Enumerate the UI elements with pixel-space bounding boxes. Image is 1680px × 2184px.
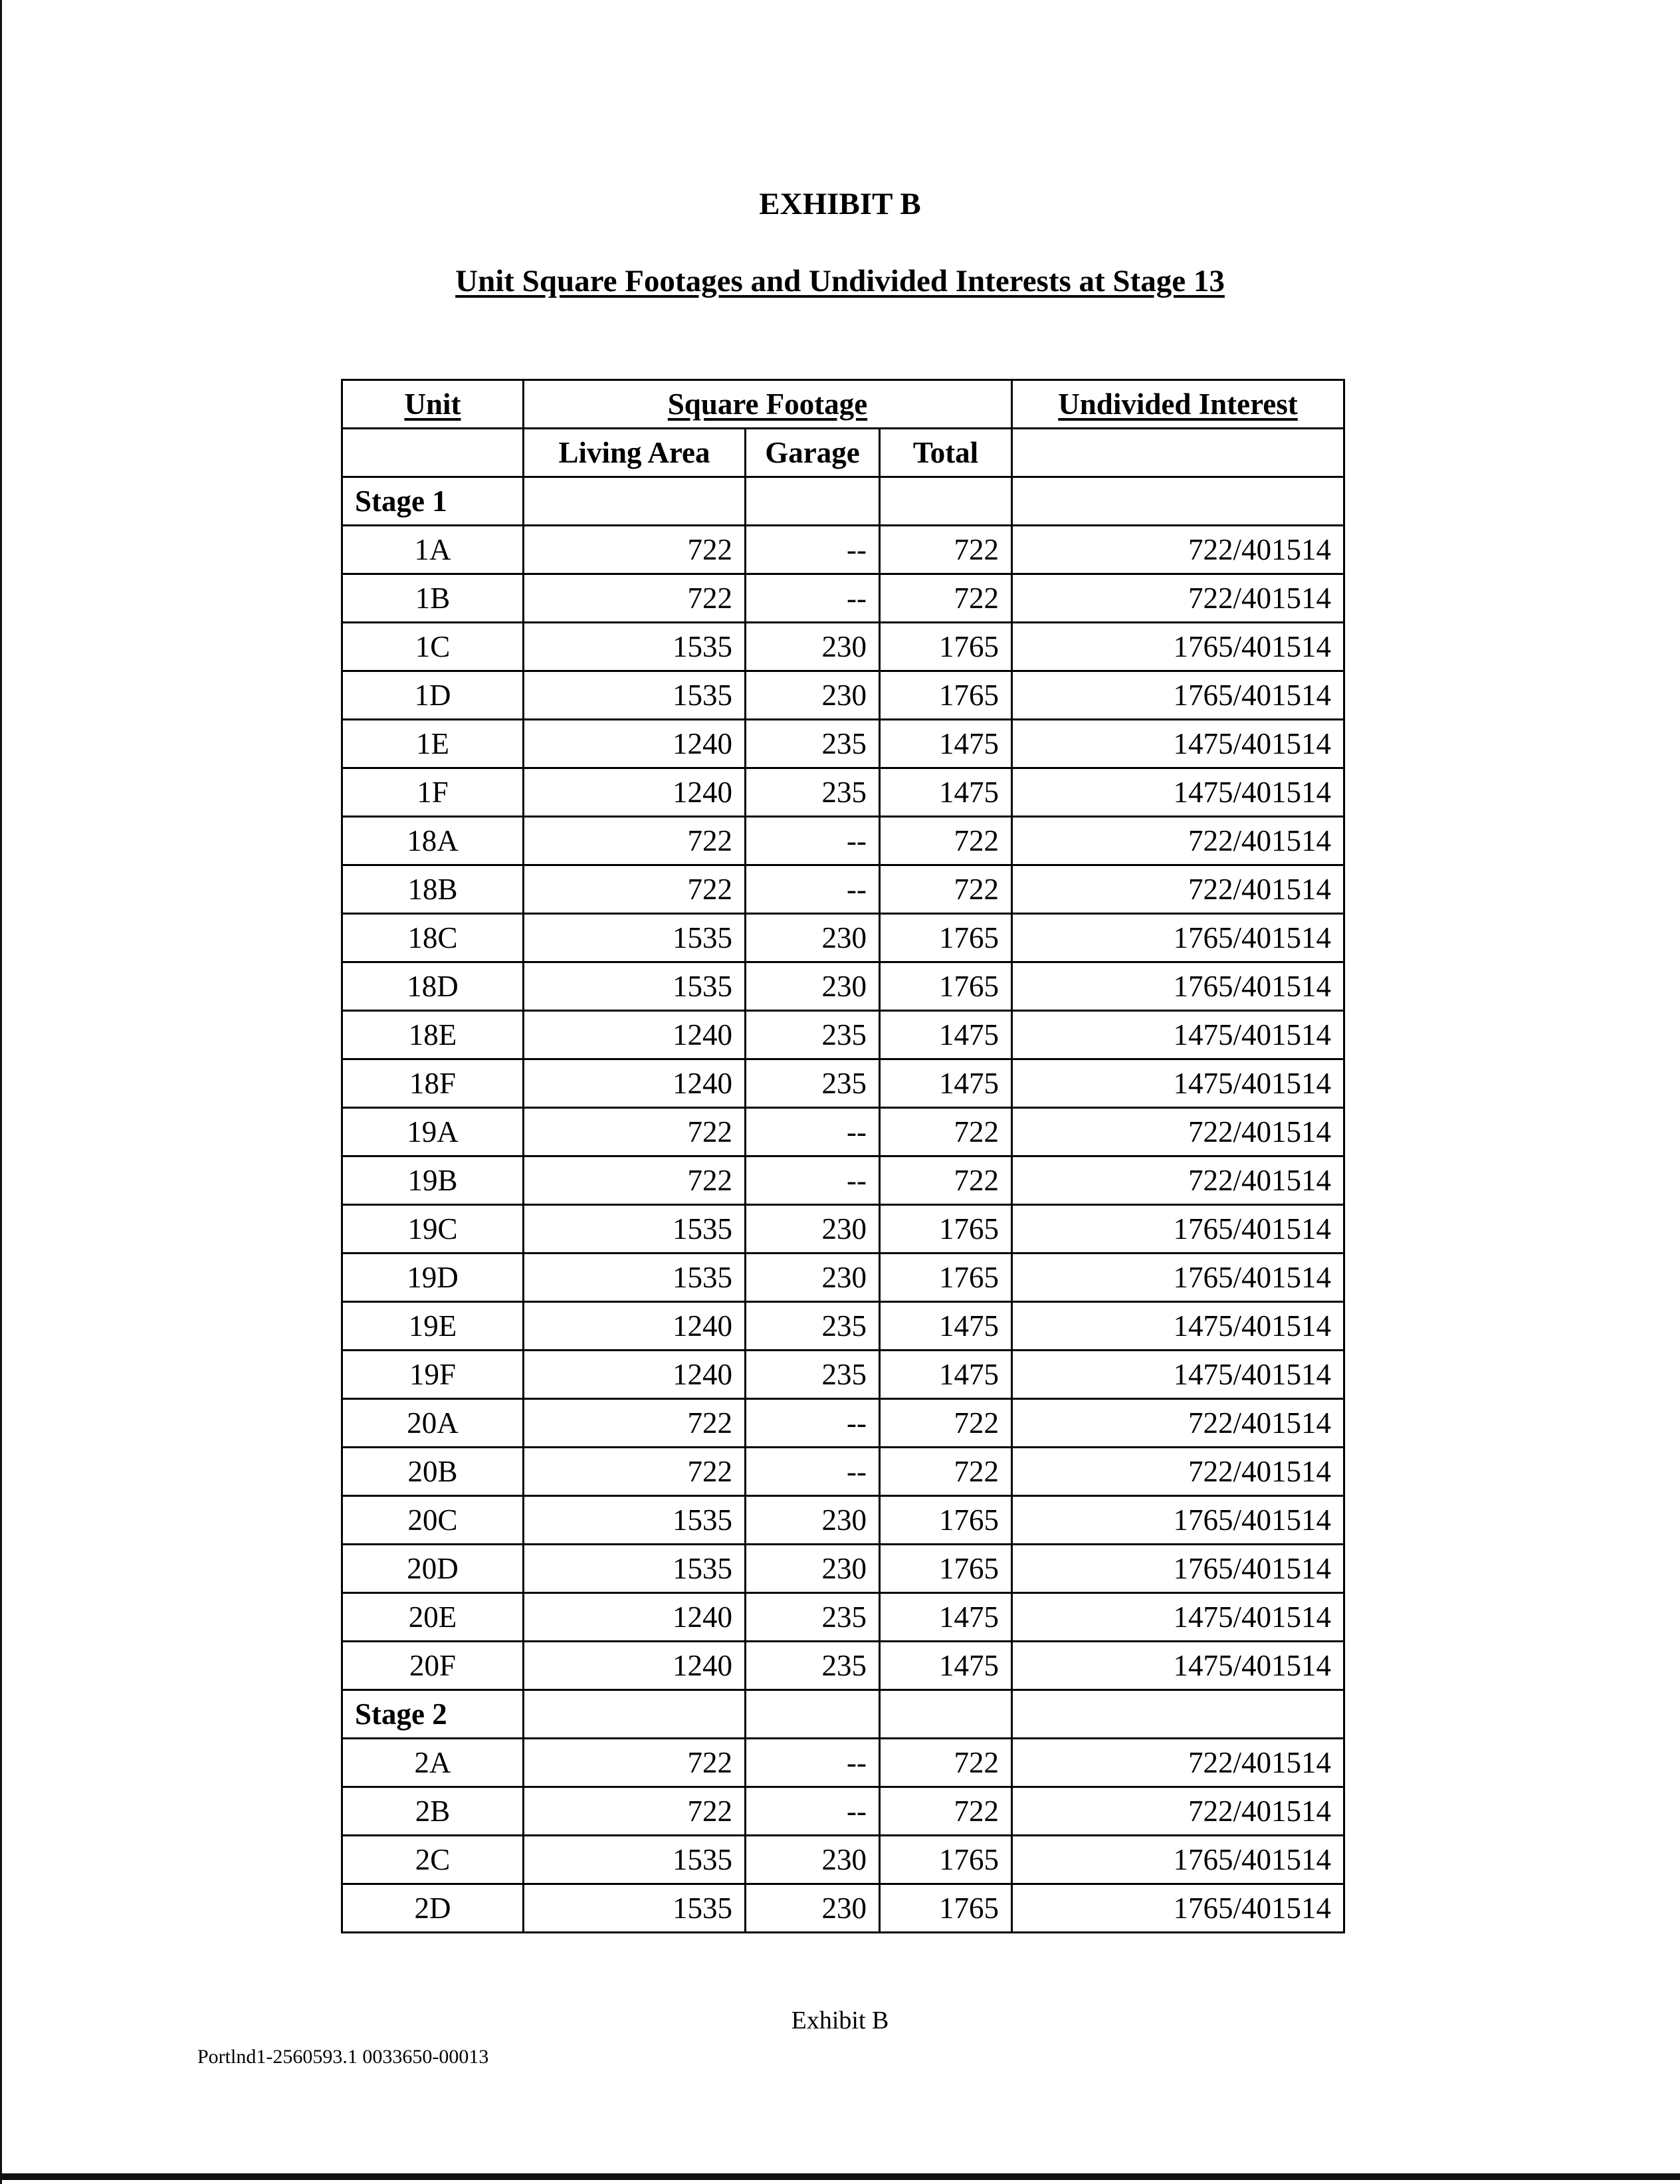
living-area-cell: 1240 bbox=[524, 1059, 746, 1108]
unit-cell: 1E bbox=[342, 720, 524, 768]
unit-cell: 2D bbox=[342, 1884, 524, 1933]
garage-cell: -- bbox=[746, 1108, 880, 1156]
stage-1-header-row bbox=[342, 477, 1344, 526]
garage-cell: -- bbox=[746, 1156, 880, 1205]
unit-footage-table bbox=[341, 379, 1345, 1933]
unit-cell: 19D bbox=[342, 1254, 524, 1302]
stage-empty-cell bbox=[746, 1690, 880, 1739]
total-cell: 722 bbox=[880, 1787, 1012, 1836]
table-row bbox=[342, 1496, 1344, 1545]
stage-2-header-row bbox=[342, 1690, 1344, 1739]
garage-cell: 235 bbox=[746, 1302, 880, 1351]
table-row bbox=[342, 623, 1344, 671]
garage-cell: -- bbox=[746, 1448, 880, 1496]
table-row bbox=[342, 1302, 1344, 1351]
col-header-undivided-interest: Undivided Interest bbox=[1012, 380, 1344, 429]
table-row bbox=[342, 865, 1344, 914]
living-area-cell: 1240 bbox=[524, 1302, 746, 1351]
total-cell: 722 bbox=[880, 865, 1012, 914]
footer-doc-id: Portlnd1-2560593.1 0033650-00013 bbox=[197, 2046, 489, 2068]
table-row bbox=[342, 1351, 1344, 1399]
scan-bottom-edge bbox=[0, 2173, 1680, 2180]
garage-cell: -- bbox=[746, 1787, 880, 1836]
living-area-cell: 1535 bbox=[524, 1205, 746, 1254]
garage-cell: 230 bbox=[746, 1545, 880, 1593]
unit-cell: 20A bbox=[342, 1399, 524, 1448]
table-row bbox=[342, 1399, 1344, 1448]
total-cell: 722 bbox=[880, 1156, 1012, 1205]
undivided-interest-cell: 1475/401514 bbox=[1012, 1593, 1344, 1642]
living-area-cell: 722 bbox=[524, 1739, 746, 1787]
unit-cell: 19A bbox=[342, 1108, 524, 1156]
total-cell: 1765 bbox=[880, 1254, 1012, 1302]
unit-cell: 18F bbox=[342, 1059, 524, 1108]
garage-cell: -- bbox=[746, 526, 880, 574]
undivided-interest-cell: 1765/401514 bbox=[1012, 671, 1344, 720]
stage-empty-cell bbox=[880, 477, 1012, 526]
subheader-empty bbox=[342, 429, 524, 477]
unit-cell: 1D bbox=[342, 671, 524, 720]
living-area-cell: 1240 bbox=[524, 1642, 746, 1690]
garage-cell: 230 bbox=[746, 1836, 880, 1884]
unit-cell: 20F bbox=[342, 1642, 524, 1690]
unit-cell: 20C bbox=[342, 1496, 524, 1545]
living-area-cell: 722 bbox=[524, 526, 746, 574]
garage-cell: 230 bbox=[746, 1254, 880, 1302]
unit-cell: 18D bbox=[342, 962, 524, 1011]
undivided-interest-cell: 1475/401514 bbox=[1012, 720, 1344, 768]
table-row bbox=[342, 1739, 1344, 1787]
col-header-square-footage: Square Footage bbox=[524, 380, 1012, 429]
garage-cell: -- bbox=[746, 1399, 880, 1448]
unit-cell: 20D bbox=[342, 1545, 524, 1593]
table-row bbox=[342, 1545, 1344, 1593]
garage-cell: -- bbox=[746, 574, 880, 623]
table-row bbox=[342, 671, 1344, 720]
garage-cell: 235 bbox=[746, 1351, 880, 1399]
living-area-cell: 1535 bbox=[524, 1496, 746, 1545]
unit-cell: 1F bbox=[342, 768, 524, 817]
table-row bbox=[342, 1011, 1344, 1059]
undivided-interest-cell: 722/401514 bbox=[1012, 817, 1344, 865]
total-cell: 1475 bbox=[880, 1351, 1012, 1399]
garage-cell: 230 bbox=[746, 914, 880, 962]
undivided-interest-cell: 722/401514 bbox=[1012, 1787, 1344, 1836]
living-area-cell: 1535 bbox=[524, 1884, 746, 1933]
subheader-total: Total bbox=[880, 429, 1012, 477]
undivided-interest-cell: 722/401514 bbox=[1012, 865, 1344, 914]
garage-cell: 235 bbox=[746, 720, 880, 768]
total-cell: 722 bbox=[880, 1739, 1012, 1787]
living-area-cell: 1535 bbox=[524, 962, 746, 1011]
exhibit-subtitle: Unit Square Footages and Undivided Interests at Stage 13 bbox=[455, 264, 1225, 298]
garage-cell: -- bbox=[746, 1739, 880, 1787]
living-area-cell: 1535 bbox=[524, 671, 746, 720]
garage-cell: 235 bbox=[746, 1059, 880, 1108]
unit-cell: 19C bbox=[342, 1205, 524, 1254]
subheader-living-area: Living Area bbox=[524, 429, 746, 477]
total-cell: 1475 bbox=[880, 720, 1012, 768]
unit-cell: 19E bbox=[342, 1302, 524, 1351]
table-row bbox=[342, 914, 1344, 962]
undivided-interest-cell: 1765/401514 bbox=[1012, 1205, 1344, 1254]
garage-cell: 235 bbox=[746, 768, 880, 817]
table-row bbox=[342, 1884, 1344, 1933]
total-cell: 722 bbox=[880, 1448, 1012, 1496]
total-cell: 1765 bbox=[880, 1545, 1012, 1593]
table-row bbox=[342, 1108, 1344, 1156]
undivided-interest-cell: 1475/401514 bbox=[1012, 768, 1344, 817]
unit-cell: 2C bbox=[342, 1836, 524, 1884]
unit-cell: 18B bbox=[342, 865, 524, 914]
living-area-cell: 1240 bbox=[524, 720, 746, 768]
undivided-interest-cell: 722/401514 bbox=[1012, 1739, 1344, 1787]
total-cell: 722 bbox=[880, 526, 1012, 574]
living-area-cell: 1240 bbox=[524, 1351, 746, 1399]
total-cell: 1475 bbox=[880, 1302, 1012, 1351]
undivided-interest-cell: 1475/401514 bbox=[1012, 1302, 1344, 1351]
stage-empty-cell bbox=[524, 477, 746, 526]
header-row bbox=[342, 380, 1344, 429]
total-cell: 722 bbox=[880, 1108, 1012, 1156]
total-cell: 1475 bbox=[880, 1593, 1012, 1642]
total-cell: 1475 bbox=[880, 768, 1012, 817]
table-row bbox=[342, 1836, 1344, 1884]
undivided-interest-cell: 1765/401514 bbox=[1012, 962, 1344, 1011]
stage-label: Stage 1 bbox=[342, 477, 524, 526]
undivided-interest-cell: 722/401514 bbox=[1012, 526, 1344, 574]
table-row bbox=[342, 1156, 1344, 1205]
unit-cell: 18C bbox=[342, 914, 524, 962]
garage-cell: 230 bbox=[746, 671, 880, 720]
undivided-interest-cell: 1765/401514 bbox=[1012, 1496, 1344, 1545]
living-area-cell: 722 bbox=[524, 817, 746, 865]
stage-empty-cell bbox=[1012, 477, 1344, 526]
total-cell: 1765 bbox=[880, 962, 1012, 1011]
undivided-interest-cell: 722/401514 bbox=[1012, 1399, 1344, 1448]
undivided-interest-cell: 1765/401514 bbox=[1012, 1545, 1344, 1593]
garage-cell: 235 bbox=[746, 1011, 880, 1059]
total-cell: 1765 bbox=[880, 914, 1012, 962]
living-area-cell: 722 bbox=[524, 574, 746, 623]
table-row bbox=[342, 768, 1344, 817]
undivided-interest-cell: 1765/401514 bbox=[1012, 1884, 1344, 1933]
living-area-cell: 722 bbox=[524, 1156, 746, 1205]
total-cell: 1765 bbox=[880, 1836, 1012, 1884]
table-row bbox=[342, 526, 1344, 574]
living-area-cell: 722 bbox=[524, 1787, 746, 1836]
table-row bbox=[342, 1448, 1344, 1496]
garage-cell: 230 bbox=[746, 962, 880, 1011]
undivided-interest-cell: 722/401514 bbox=[1012, 1448, 1344, 1496]
unit-cell: 19F bbox=[342, 1351, 524, 1399]
unit-cell: 2B bbox=[342, 1787, 524, 1836]
table-row bbox=[342, 962, 1344, 1011]
total-cell: 722 bbox=[880, 817, 1012, 865]
living-area-cell: 1240 bbox=[524, 1593, 746, 1642]
undivided-interest-cell: 1475/401514 bbox=[1012, 1642, 1344, 1690]
garage-cell: 230 bbox=[746, 1496, 880, 1545]
unit-cell: 20E bbox=[342, 1593, 524, 1642]
undivided-interest-cell: 1475/401514 bbox=[1012, 1059, 1344, 1108]
scan-left-edge bbox=[0, 0, 2, 2184]
undivided-interest-cell: 722/401514 bbox=[1012, 1108, 1344, 1156]
unit-cell: 2A bbox=[342, 1739, 524, 1787]
table-row bbox=[342, 817, 1344, 865]
living-area-cell: 1240 bbox=[524, 1011, 746, 1059]
living-area-cell: 1535 bbox=[524, 1254, 746, 1302]
footer-page-label: Exhibit B bbox=[791, 2007, 889, 2034]
unit-cell: 1C bbox=[342, 623, 524, 671]
subheader-row bbox=[342, 429, 1344, 477]
living-area-cell: 1535 bbox=[524, 623, 746, 671]
table-row bbox=[342, 1205, 1344, 1254]
living-area-cell: 722 bbox=[524, 1448, 746, 1496]
garage-cell: -- bbox=[746, 865, 880, 914]
living-area-cell: 1240 bbox=[524, 768, 746, 817]
living-area-cell: 722 bbox=[524, 865, 746, 914]
table-row bbox=[342, 574, 1344, 623]
total-cell: 1475 bbox=[880, 1642, 1012, 1690]
garage-cell: 235 bbox=[746, 1642, 880, 1690]
unit-cell: 18E bbox=[342, 1011, 524, 1059]
table-row bbox=[342, 1254, 1344, 1302]
total-cell: 1765 bbox=[880, 1884, 1012, 1933]
table-row bbox=[342, 720, 1344, 768]
total-cell: 1765 bbox=[880, 1205, 1012, 1254]
undivided-interest-cell: 1765/401514 bbox=[1012, 1836, 1344, 1884]
garage-cell: 230 bbox=[746, 1884, 880, 1933]
living-area-cell: 722 bbox=[524, 1399, 746, 1448]
stage-empty-cell bbox=[880, 1690, 1012, 1739]
living-area-cell: 722 bbox=[524, 1108, 746, 1156]
living-area-cell: 1535 bbox=[524, 914, 746, 962]
undivided-interest-cell: 1475/401514 bbox=[1012, 1351, 1344, 1399]
garage-cell: -- bbox=[746, 817, 880, 865]
garage-cell: 230 bbox=[746, 623, 880, 671]
total-cell: 722 bbox=[880, 574, 1012, 623]
unit-cell: 1B bbox=[342, 574, 524, 623]
table-row bbox=[342, 1059, 1344, 1108]
stage-label: Stage 2 bbox=[342, 1690, 524, 1739]
table-row bbox=[342, 1787, 1344, 1836]
total-cell: 722 bbox=[880, 1399, 1012, 1448]
stage-empty-cell bbox=[524, 1690, 746, 1739]
living-area-cell: 1535 bbox=[524, 1836, 746, 1884]
undivided-interest-cell: 722/401514 bbox=[1012, 1156, 1344, 1205]
living-area-cell: 1535 bbox=[524, 1545, 746, 1593]
unit-cell: 18A bbox=[342, 817, 524, 865]
garage-cell: 235 bbox=[746, 1593, 880, 1642]
stage-empty-cell bbox=[1012, 1690, 1344, 1739]
unit-cell: 19B bbox=[342, 1156, 524, 1205]
garage-cell: 230 bbox=[746, 1205, 880, 1254]
exhibit-title: EXHIBIT B bbox=[759, 187, 921, 221]
subheader-garage: Garage bbox=[746, 429, 880, 477]
total-cell: 1475 bbox=[880, 1011, 1012, 1059]
unit-cell: 20B bbox=[342, 1448, 524, 1496]
total-cell: 1765 bbox=[880, 623, 1012, 671]
total-cell: 1765 bbox=[880, 671, 1012, 720]
subheader-empty bbox=[1012, 429, 1344, 477]
table-row bbox=[342, 1642, 1344, 1690]
unit-cell: 1A bbox=[342, 526, 524, 574]
total-cell: 1475 bbox=[880, 1059, 1012, 1108]
undivided-interest-cell: 1765/401514 bbox=[1012, 623, 1344, 671]
col-header-unit: Unit bbox=[342, 380, 524, 429]
stage-empty-cell bbox=[746, 477, 880, 526]
undivided-interest-cell: 722/401514 bbox=[1012, 574, 1344, 623]
undivided-interest-cell: 1765/401514 bbox=[1012, 914, 1344, 962]
undivided-interest-cell: 1475/401514 bbox=[1012, 1011, 1344, 1059]
undivided-interest-cell: 1765/401514 bbox=[1012, 1254, 1344, 1302]
total-cell: 1765 bbox=[880, 1496, 1012, 1545]
table-row bbox=[342, 1593, 1344, 1642]
